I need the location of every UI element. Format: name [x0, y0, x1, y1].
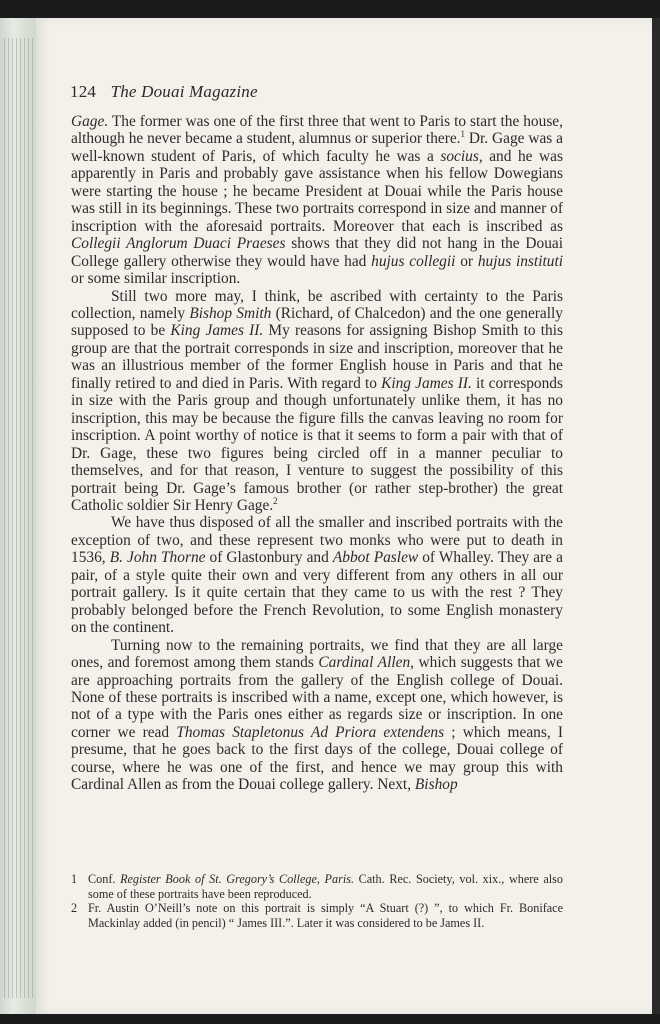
text-run: or some similar inscription.	[71, 270, 241, 288]
footnotes	[71, 872, 563, 930]
text-run: Cath. Rec. Society, vol. xix., where also some of these portraits have been reproduced.	[88, 872, 563, 901]
italic-text: Gage.	[71, 113, 109, 130]
text-run: The former was one of the first three that went to Paris to start the house, although he never became a student, alumnus or superior there.	[71, 113, 563, 148]
italic-text: Bishop	[414, 776, 458, 794]
page-right-edge	[652, 18, 660, 1014]
text-run: Turning now to the remaining portraits, we find that they are all large ones, and foremost among them stands	[71, 636, 563, 672]
text-run: of Whalley. They are a pair, of a style quite their own and very different from any others in all our portrait gallery. Is it quite certain that they came to us with the rest ? They probably belonged before the French Revolution, to some English monastery on the continent.	[71, 549, 563, 637]
footnote-mark: 1	[71, 872, 78, 886]
running-header	[70, 82, 258, 102]
italic-text: King James II.	[381, 374, 472, 392]
text-run: We have thus disposed of all the smaller and inscribed portraits with the exception of two, and these represent two monks who were put to death in 1536,	[71, 514, 563, 567]
paragraph-2	[71, 288, 563, 515]
text-run: ; which means, I presume, that he goes back to the first days of the college, Douai college of course, where he was one of the first, and hence we may group this with Cardinal Allen as from the Douai college gallery. Next,	[71, 723, 563, 794]
italic-text: Cardinal Allen,	[318, 654, 415, 672]
footnote-mark: 2	[71, 901, 78, 916]
footnote-2	[71, 901, 563, 930]
italic-text: hujus instituti	[477, 252, 563, 270]
footnote-1	[71, 872, 563, 901]
text-run: which suggests that we are approaching portraits from the gallery of the English college of Douai. None of these portraits is inscribed with a name, except one, which however, is not of a type with the Paris ones either as regards size or inscription. In one corner we read	[71, 654, 563, 741]
italic-text: Thomas Stapletonus Ad Priora extendens	[176, 723, 445, 741]
text-run: Fr. Austin O’Neill’s note on this portrait is simply “A Stuart (?) ”, to which Fr. Boniface Mackinlay added (in pencil) “ James III.”. Later it was considered to be James II.	[88, 901, 563, 930]
italic-text: Collegii Anglorum Duaci Praeses	[71, 235, 286, 253]
paragraph-1	[71, 113, 563, 288]
text-run: or	[455, 252, 478, 270]
main-text	[71, 113, 563, 794]
text-run: Conf.	[88, 872, 121, 886]
paragraph-3	[71, 514, 563, 636]
text-run: Still two more may, I think, be ascribed with certainty to the Paris collection, namely	[71, 287, 563, 322]
text-run: of Glastonbury and	[205, 549, 333, 567]
footnote-ref-1: 1	[460, 129, 466, 140]
italic-text: King James II.	[170, 322, 264, 340]
text-run: shows that they did not hang in the Douai College gallery otherwise they would have had	[71, 235, 564, 270]
italic-text: B. John Thorne	[109, 549, 206, 567]
text-run: it corresponds in size with the Paris group and though unfortunately unlike them, it has no inscription, this may be because the figure fills the canvas leaving no room for inscription. A point worthy of notice is that it seems to form a pair with that of Dr. Gage, these two figures being circled off in a manner peculiar to themselves, and for that reason, I venture to suggest the possibility of this portrait being Dr. Gage’s famous brother (or rather step-brother) the great Catholic soldier Sir Henry Gage.	[71, 374, 563, 514]
italic-text: socius,	[440, 147, 483, 165]
italic-text: Abbot Paslew	[332, 549, 419, 567]
page-number: 124	[70, 82, 97, 101]
text-run: Dr. Gage was a well-known student of Paris, of which faculty he was a	[71, 130, 563, 165]
italic-text: hujus collegii	[371, 252, 456, 270]
footnote-ref-2: 2	[273, 495, 278, 506]
text-run: (Richard, of Chalcedon) and the one generally supposed to be	[71, 304, 563, 340]
italic-text: Bishop Smith	[189, 304, 272, 322]
paragraph-4	[71, 637, 563, 794]
text-run: My reasons for assigning Bishop Smith to this group are that the portrait corresponds in size and inscription, moreover that he was an illustrious member of the former English house in Paris and that he finally retired to and died in Paris. With regard to	[71, 322, 563, 392]
italic-text: Register Book of St. Gregory’s College, Paris.	[120, 872, 354, 886]
running-title: The Douai Magazine	[110, 82, 258, 101]
facing-page-edge	[4, 38, 40, 998]
text-run: and he was apparently in Paris and probably gave assistance when his fellow Dowegians were starting the house ; he became President at Douai while the Paris house was still in its beginnings. These two portraits correspond in size and manner of inscription with the aforesaid portraits. Moreover that each is inscribed as	[71, 147, 563, 235]
